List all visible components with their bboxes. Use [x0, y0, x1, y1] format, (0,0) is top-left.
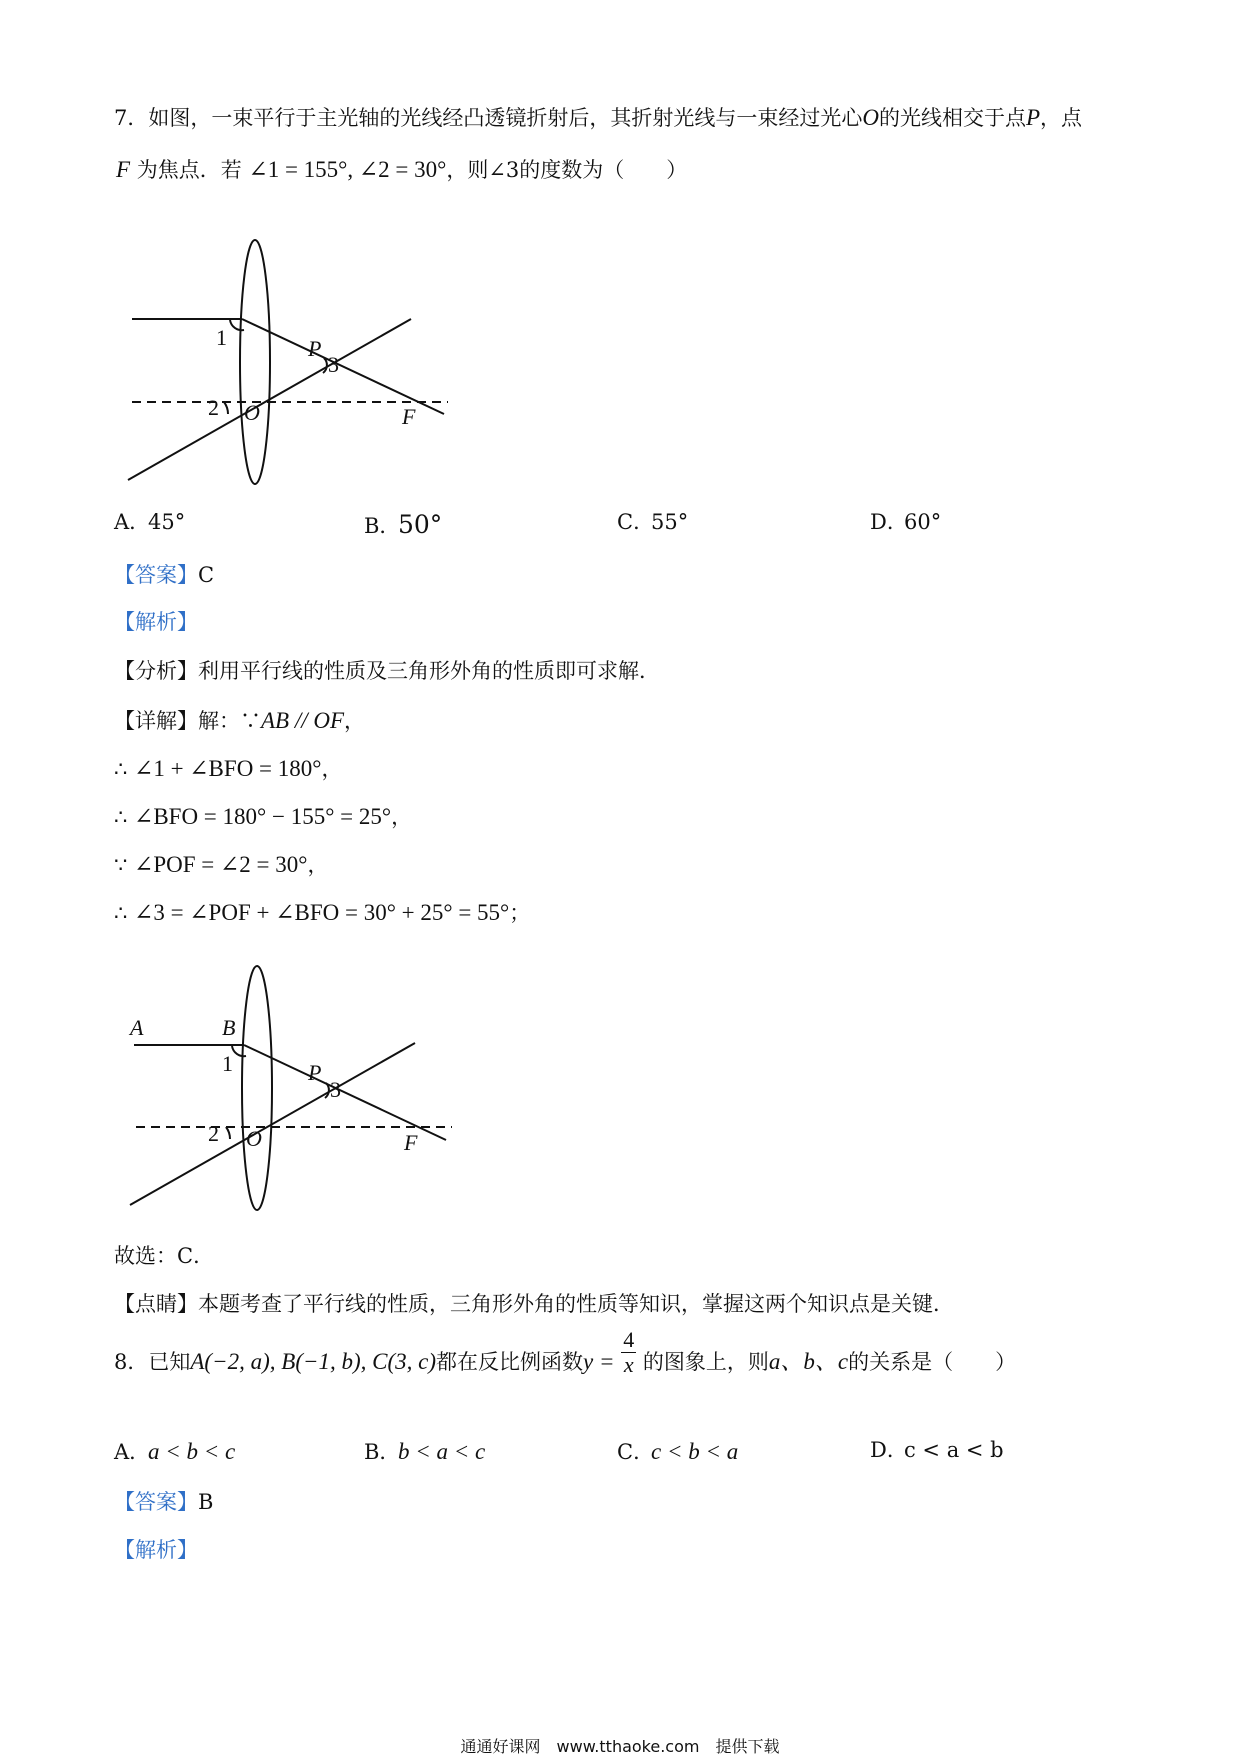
label-1: 1	[216, 325, 227, 350]
label-P: P	[308, 336, 322, 361]
q7-answer: 【答案】C	[114, 563, 215, 587]
label-1: 1	[222, 1051, 233, 1076]
angle-3-arc	[325, 1083, 329, 1098]
label-B: B	[222, 1015, 236, 1040]
angle-1-arc	[230, 320, 244, 330]
q7-lens-figure-2	[122, 955, 482, 1215]
q7-option-c: C．55°	[617, 510, 689, 534]
label-2: 2	[208, 395, 219, 420]
q7-option-d: D．60°	[870, 510, 942, 534]
q8-answer: 【答案】B	[114, 1490, 214, 1514]
label-2: 2	[208, 1121, 219, 1146]
angle-3-arc	[323, 358, 327, 373]
fraction-4-over-x: $\frac{4}{x}$	[623, 1327, 635, 1378]
q7-option-b: B．50°	[364, 510, 443, 539]
q7-option-a: A．45°	[114, 510, 186, 534]
q7-lens-figure-1	[120, 230, 480, 490]
angle-2-arc	[226, 1127, 230, 1139]
q8-analysis-tag: 【解析】	[114, 1538, 198, 1562]
label-3: 3	[328, 352, 339, 377]
label-A: A	[130, 1015, 144, 1040]
label-P: P	[308, 1060, 322, 1085]
q7-stem-line1: 7．如图，一束平行于主光轴的光线经凸透镜折射后，其折射光线与一束经过光心O的光线相交于点P，点	[114, 105, 1083, 130]
q7-fenxi: 【分析】利用平行线的性质及三角形外角的性质即可求解．	[114, 659, 660, 683]
lens-ellipse	[240, 240, 270, 484]
label-O: O	[244, 400, 260, 425]
refracted-ray	[244, 1045, 446, 1140]
label-O: O	[246, 1126, 262, 1151]
label-3: 3	[330, 1077, 341, 1102]
q7-detail: 【详解】解：∵AB // OF，	[114, 708, 366, 733]
q7-step-1: ∴ ∠1 + ∠BFO = 180°，	[114, 756, 343, 781]
q8-option-c: C．c < b < a	[617, 1439, 739, 1464]
page-footer: 通通好课网 www.tthaoke.com 提供下载	[460, 1737, 780, 1756]
q7-step-3: ∵ ∠POF = ∠2 = 30°，	[114, 852, 329, 877]
q7-step-4: ∴ ∠3 = ∠POF + ∠BFO = 30° + 25° = 55°；	[114, 900, 531, 925]
refracted-ray	[242, 319, 444, 414]
label-F: F	[402, 404, 416, 429]
label-F: F	[404, 1130, 418, 1155]
q8-stem: 8．已知A(−2, a), B(−1, b), C(3, c)都在反比例函数y = $\frac{4}{x}$ 的图象上，则a、b、c的关系是（ ）	[114, 1327, 1017, 1378]
angle-1-arc	[232, 1046, 246, 1056]
q8-option-a: A．a < b < c	[114, 1439, 236, 1464]
lens-ellipse	[242, 966, 272, 1210]
q7-analysis-tag: 【解析】	[114, 610, 198, 634]
angle-2-arc	[224, 402, 228, 414]
q8-option-d: D．c < a < b	[870, 1438, 1004, 1462]
q7-conclusion: 故选：C．	[114, 1244, 215, 1268]
q7-stem-line2: F 为焦点．若 ∠1 = 155°, ∠2 = 30°，则∠3的度数为（ ）	[116, 157, 688, 182]
q8-option-b: B．b < a < c	[364, 1439, 486, 1464]
q7-step-2: ∴ ∠BFO = 180° − 155° = 25°，	[114, 804, 413, 829]
q7-dianjing: 【点睛】本题考查了平行线的性质，三角形外角的性质等知识，掌握这两个知识点是关键．	[114, 1292, 954, 1316]
